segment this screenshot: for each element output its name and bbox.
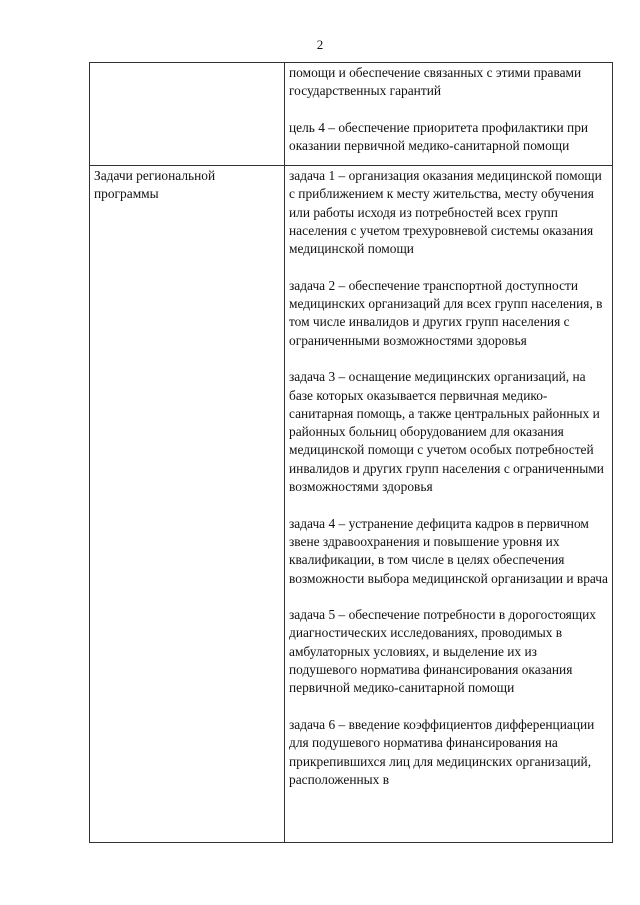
row-label: Задачи региональной программы <box>90 166 285 843</box>
paragraph: задача 3 – оснащение медицинских организаций, на базе которых оказывается первичная медико-санитарная помощь, а также центральных районных и районных больниц оборудованием для оказания медицинской помощи с учетом особых потребностей инвалидов и других групп населения с ограниченными возможностями здоровья <box>289 369 604 495</box>
row-content <box>285 166 613 843</box>
paragraph: цель 4 – обеспечение приоритета профилактики при оказании первичной медико-санитарной помощи <box>289 119 589 154</box>
paragraph: задача 4 – устранение дефицита кадров в первичном звене здравоохранения и повышение уровня их квалификации, в том числе в целях обеспечения возможности выбора медицинской организации и врача <box>289 515 608 586</box>
row-content <box>285 63 613 166</box>
program-table <box>89 62 613 843</box>
paragraph: задача 1 – организация оказания медицинской помощи с приближением к месту жительства, месту обучения или работы исходя из потребностей всех групп населения с учетом трехуровневой системы оказания медицинской помощи <box>289 168 602 257</box>
paragraph: помощи и обеспечение связанных с этими правами государственных гарантий <box>289 65 582 99</box>
page-number: 2 <box>316 37 324 52</box>
paragraph: задача 5 – обеспечение потребности в дорогостоящих диагностических исследованиях, проводимых в амбулаторных условиях, и выделение их из подушевого норматива финансирования оказания первичной медико-санитарной помощи <box>289 607 596 696</box>
paragraph: задача 2 – обеспечение транспортной доступности медицинских организаций для всех групп населения, в том числе инвалидов и других групп населения с ограниченными возможностями здоровья <box>289 277 603 348</box>
paragraph: задача 6 – введение коэффициентов дифференциации для подушевого норматива финансирования на прикрепившихся лиц для медицинских организаций, расположенных в <box>289 716 595 787</box>
row-label <box>90 63 285 166</box>
table-row-goals-continued <box>90 63 613 166</box>
table-row-tasks <box>90 166 613 843</box>
